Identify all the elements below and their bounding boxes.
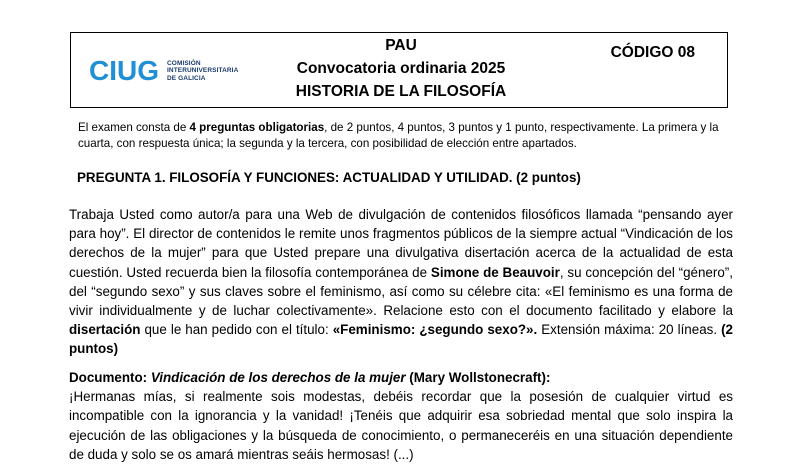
exam-title (281, 34, 521, 103)
exam-code: CÓDIGO 08 (610, 44, 695, 61)
question-heading: PREGUNTA 1. FILOSOFÍA Y FUNCIONES: ACTUALIDAD Y UTILIDAD. (2 puntos) (77, 170, 581, 185)
logo-text: COMISIÓN INTERUNIVERSITARIA DE GALICIA (167, 59, 239, 82)
ciug-logo (89, 55, 238, 87)
title-line-1: PAU (385, 37, 417, 54)
question-body: Trabaja Usted como autor/a para una Web de divulgación de contenidos filosóficos llamada “pensando ayer para hoy”. El director de contenidos le remite unos fragmentos públicos de la siempre actual “Vindicación de los derechos de la mujer” para que Usted prepare una divulgativa disertación acerca de la actualidad de esta cuestión. Usted recuerda bien la filosofía contemporánea de Simone de Beauvoir, su concepción del “género”, del “segundo sexo” y sus claves sobre el feminismo, así como su célebre cita: «El feminismo es una forma de vivir individualmente y de luchar colectivamente». Relacione esto con el documento facilitado y elabore la disertación que le han pedido con el título: «Feminismo: ¿segundo sexo?». Extensión máxima: 20 líneas. (2 puntos) (69, 207, 734, 357)
document-label: Documento: Vindicación de los derechos de la mujer (Mary Wollstonecraft): (69, 370, 551, 385)
document-text: ¡Hermanas mías, si realmente sois modestas, debéis recordar que la posesión de cualquier virtud es incompatible con la ignorancia y la vanidad! ¡Tenéis que adquirir esa sobriedad mental que solo inspira la ejecución de las obligaciones y la búsqueda de conocimiento, o permaneceréis en una situación dependiente de duda y solo se os amará mientras seáis hermosas! (...) (69, 389, 733, 462)
exam-instructions: El examen consta de 4 preguntas obligatorias, de 2 puntos, 4 puntos, 3 puntos y 1 punto, respectivamente. La primera y la cuarta, con respuesta única; la segunda y la tercera, con posibilidad de elección entre apartados. (78, 121, 719, 150)
title-line-3: HISTORIA DE LA FILOSOFÍA (295, 83, 507, 100)
logo-mark: CIUG (89, 55, 159, 86)
exam-header (70, 32, 728, 108)
title-line-2: Convocatoria ordinaria 2025 (296, 60, 506, 77)
